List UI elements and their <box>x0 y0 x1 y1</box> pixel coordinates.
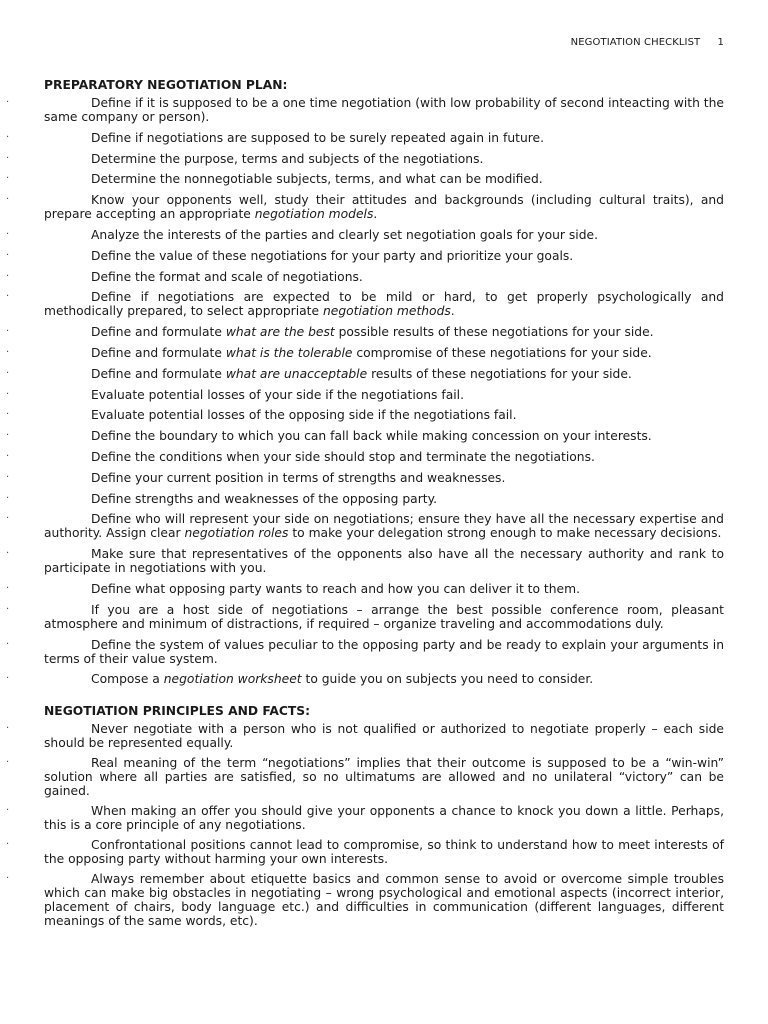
bullet-icon: · <box>6 492 10 504</box>
list-item <box>6 512 724 541</box>
list-item <box>6 193 724 222</box>
list-item <box>6 804 724 833</box>
item-text: Never negotiate with a person who is not qualified or authorized to negotiate properly – each side should be represented equally. <box>44 722 724 751</box>
bullet-icon: · <box>6 471 10 483</box>
list-item <box>6 269 724 284</box>
list-item <box>6 672 724 687</box>
list-item <box>6 756 724 799</box>
item-text-tail: to guide you on subjects you need to consider. <box>301 672 594 687</box>
item-emphasis: what are unacceptable <box>225 366 368 381</box>
item-emphasis: what is the tolerable <box>225 345 353 360</box>
item-text: Define who will represent your side on negotiations; ensure they have all the necessary expertise and authority. Assign clear <box>44 512 724 541</box>
list-item <box>6 290 724 319</box>
bullet-icon: · <box>6 638 10 650</box>
list-item <box>6 602 724 631</box>
item-text: Confrontational positions cannot lead to compromise, so think to understand how to meet interests of the opposing party without harming your own interests. <box>44 838 724 867</box>
bullet-icon: · <box>6 173 10 185</box>
item-text: Determine the nonnegotiable subjects, terms, and what can be modified. <box>91 172 543 187</box>
item-text: Compose a <box>91 672 164 687</box>
item-emphasis: negotiation methods <box>322 304 451 319</box>
bullet-icon: · <box>6 270 10 282</box>
item-text: Define the boundary to which you can fall back while making concession on your interests. <box>91 429 652 444</box>
item-text: If you are a host side of negotiations – arrange the best possible conference room, pleasant atmosphere and minimum of distractions, if required – organize traveling and accommodations duly. <box>44 602 724 631</box>
list-item <box>6 449 724 464</box>
bullet-icon: · <box>6 152 10 164</box>
bullet-icon: · <box>6 367 10 379</box>
bullet-icon: · <box>6 346 10 358</box>
bullet-icon: · <box>6 757 10 769</box>
bullet-icon: · <box>6 805 10 817</box>
list-item <box>6 547 724 576</box>
principles-list <box>6 722 724 929</box>
list-item <box>6 130 724 145</box>
bullet-icon: · <box>6 97 10 108</box>
item-text: Define and formulate <box>91 325 226 340</box>
item-text: Real meaning of the term “negotiations” implies that their outcome is supposed to be a “win-win” solution where all parties are satisfied, so no ultimatums are allowed and no unilateral “victory” can be gained. <box>44 756 724 799</box>
document-body <box>6 78 724 934</box>
list-item <box>6 248 724 263</box>
list-item <box>6 722 724 751</box>
page-header <box>571 37 724 48</box>
bullet-icon: · <box>6 249 10 261</box>
list-item <box>6 366 724 381</box>
bullet-icon: · <box>6 131 10 143</box>
item-text: When making an offer you should give your opponents a chance to knock you down a little. Perhaps, this is a core principle of any negotiations. <box>44 804 724 833</box>
header-title: NEGOTIATION CHECKLIST <box>570 37 701 48</box>
item-text: Define your current position in terms of strengths and weaknesses. <box>91 470 506 485</box>
item-text: Define what opposing party wants to reach and how you can deliver it to them. <box>91 581 580 596</box>
bullet-icon: · <box>6 228 10 240</box>
item-text-tail: compromise of these negotiations for your side. <box>352 345 652 360</box>
list-item <box>6 96 724 124</box>
bullet-icon: · <box>6 603 10 615</box>
item-text: Define strengths and weaknesses of the opposing party. <box>91 491 438 506</box>
bullet-icon: · <box>6 291 10 303</box>
item-text: Define the system of values peculiar to the opposing party and be ready to explain your arguments in terms of their value system. <box>44 637 724 666</box>
list-item <box>6 637 724 666</box>
item-text-tail: . <box>450 304 455 319</box>
bullet-icon: · <box>6 513 10 525</box>
bullet-icon: · <box>6 409 10 421</box>
list-item <box>6 838 724 867</box>
section-heading-principles: NEGOTIATION PRINCIPLES AND FACTS: <box>44 704 311 719</box>
item-emphasis: negotiation models <box>254 207 374 222</box>
item-text: Evaluate potential losses of your side if the negotiations fail. <box>91 387 464 402</box>
bullet-icon: · <box>6 582 10 594</box>
item-emphasis: negotiation roles <box>184 526 289 541</box>
list-item <box>6 345 724 360</box>
list-item <box>6 325 724 340</box>
preparatory-list <box>6 96 724 687</box>
list-item <box>6 172 724 187</box>
bullet-icon: · <box>6 326 10 338</box>
bullet-icon: · <box>6 723 10 735</box>
item-text: Make sure that representatives of the opponents also have all the necessary authority and rank to participate in negotiations with you. <box>44 547 724 576</box>
list-item <box>6 151 724 166</box>
section-heading-preparatory: PREPARATORY NEGOTIATION PLAN: <box>44 78 288 92</box>
item-text: Define if it is supposed to be a one time negotiation (with low probability of second inteacting with the same company or person). <box>44 96 724 124</box>
item-text: Always remember about etiquette basics and common sense to avoid or overcome simple troubles which can make big obstacles in negotiating – wrong psychological and emotional aspects (incorrect interior, placement of chairs, body language etc.) and difficulties in communication (different languages, different meanings of the same words, etc). <box>44 872 724 929</box>
item-text: Evaluate potential losses of the opposing side if the negotiations fail. <box>91 408 517 423</box>
bullet-icon: · <box>6 873 10 885</box>
item-text: Determine the purpose, terms and subjects of the negotiations. <box>91 151 484 166</box>
item-text: Define and formulate <box>91 366 226 381</box>
bullet-icon: · <box>6 548 10 560</box>
list-item <box>6 470 724 485</box>
bullet-icon: · <box>6 839 10 851</box>
item-text: Define if negotiations are supposed to be surely repeated again in future. <box>91 130 545 145</box>
item-text: Define the format and scale of negotiations. <box>91 269 363 284</box>
list-item <box>6 408 724 423</box>
bullet-icon: · <box>6 388 10 400</box>
item-text: Define the conditions when your side should stop and terminate the negotiations. <box>91 449 595 464</box>
item-emphasis: negotiation worksheet <box>163 672 302 687</box>
item-text-tail: to make your delegation strong enough to make necessary decisions. <box>288 526 722 541</box>
list-item <box>6 227 724 242</box>
item-text: Analyze the interests of the parties and clearly set negotiation goals for your side. <box>91 227 598 242</box>
item-text: Know your opponents well, study their attitudes and backgrounds (including cultural traits), and prepare accepting an appropriate <box>44 193 724 222</box>
item-emphasis: what are the best <box>225 325 335 340</box>
item-text: Define if negotiations are expected to be mild or hard, to get properly psychologically and methodically prepared, to select appropriate <box>44 290 724 319</box>
list-item <box>6 581 724 596</box>
list-item <box>6 429 724 444</box>
bullet-icon: · <box>6 194 10 206</box>
item-text-tail: possible results of these negotiations for your side. <box>334 325 654 340</box>
bullet-icon: · <box>6 450 10 462</box>
item-text-tail: . <box>373 207 378 222</box>
item-text-tail: results of these negotiations for your side. <box>367 366 632 381</box>
list-item <box>6 387 724 402</box>
list-item <box>6 491 724 506</box>
item-text: Define and formulate <box>91 345 226 360</box>
list-item <box>6 872 724 929</box>
bullet-icon: · <box>6 673 10 685</box>
page-number: 1 <box>717 37 724 48</box>
bullet-icon: · <box>6 430 10 442</box>
item-text: Define the value of these negotiations for your party and prioritize your goals. <box>91 248 574 263</box>
